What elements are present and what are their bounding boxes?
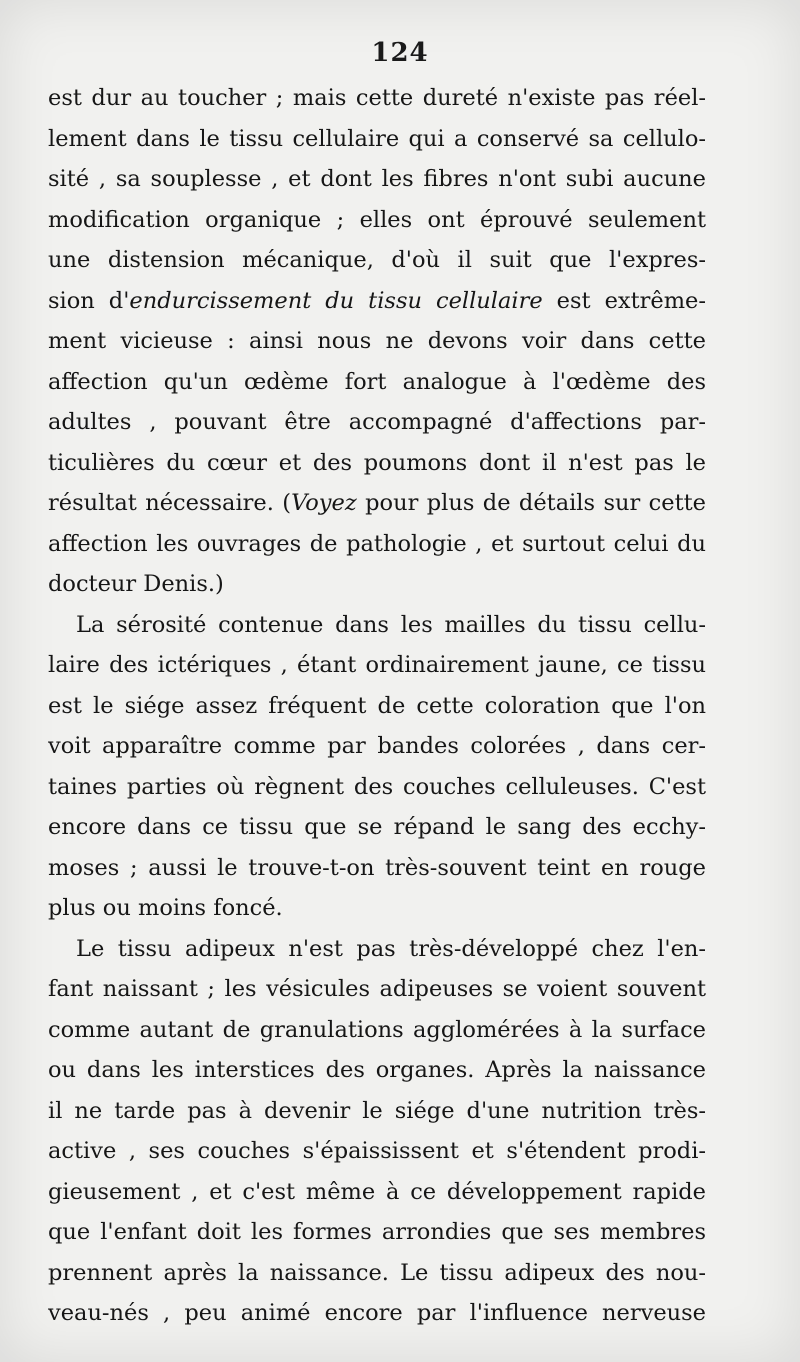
italic-text: Voyez (291, 490, 357, 516)
text-line: prennent après la naissance. Le tissu adipeux des nou- (48, 1259, 706, 1286)
text-line: La sérosité contenue dans les mailles du tissu cellu- (76, 611, 706, 638)
text-line: fant naissant ; les vésicules adipeuses se voient souvent (48, 976, 706, 1002)
text-line: affection qu'un œdème fort analogue à l'œdème des (48, 368, 706, 395)
text-line: affection les ouvrages de pathologie , et surtout celui du (48, 530, 706, 557)
text-line: encore dans ce tissu que se répand le sang des ecchy- (48, 814, 706, 840)
text-line: Le tissu adipeux n'est pas très-développé chez l'en- (76, 935, 706, 962)
text-line: est dur au toucher ; mais cette dureté n'existe pas réel- (48, 85, 706, 111)
text-line: ticulières du cœur et des poumons dont il n'est pas le (48, 449, 706, 476)
text-line: adultes , pouvant être accompagné d'affections par- (48, 409, 706, 435)
text-line: voit apparaître comme par bandes colorées , dans cer- (48, 733, 706, 759)
text-line: active , ses couches s'épaississent et s'étendent prodi- (48, 1138, 706, 1164)
text-line: que l'enfant doit les formes arrondies que ses membres (48, 1219, 706, 1245)
page-number: 124 (371, 38, 429, 68)
text-line: une distension mécanique, d'où il suit que l'expres- (48, 247, 706, 273)
text-line: modification organique ; elles ont éprouvé seulement (48, 206, 706, 233)
text-line: lement dans le tissu cellulaire qui a conservé sa cellulo- (48, 125, 706, 152)
text-line: docteur Denis.) (48, 571, 224, 597)
text-line: ou dans les interstices des organes. Après la naissance (48, 1057, 706, 1083)
text-line: il ne tarde pas à devenir le siége d'une nutrition très- (48, 1097, 706, 1124)
text-line: sité , sa souplesse , et dont les fibres n'ont subi aucune (48, 166, 706, 192)
text-line: moses ; aussi le trouve-t-on très-souvent teint en rouge (48, 854, 706, 881)
text-line: comme autant de granulations agglomérées à la surface (48, 1016, 706, 1043)
text-line: plus ou moins foncé. (48, 895, 283, 921)
text-line: est le siége assez fréquent de cette coloration que l'on (48, 692, 706, 719)
text-line: taines parties où règnent des couches celluleuses. C'est (48, 773, 706, 800)
text-line: gieusement , et c'est même à ce développement rapide (48, 1178, 706, 1205)
text-line: sion d'endurcissement du tissu cellulaire est extrême- (48, 287, 706, 314)
text-line: ment vicieuse : ainsi nous ne devons voir dans cette (48, 328, 706, 354)
text-line: résultat nécessaire. (Voyez pour plus de détails sur cette (48, 490, 706, 516)
body-text (48, 78, 706, 1334)
text-line: laire des ictériques , étant ordinairement jaune, ce tissu (48, 652, 706, 678)
italic-text: endurcissement du tissu cellulaire (129, 287, 543, 314)
text-line: veau-nés , peu animé encore par l'influence nerveuse (48, 1300, 706, 1326)
